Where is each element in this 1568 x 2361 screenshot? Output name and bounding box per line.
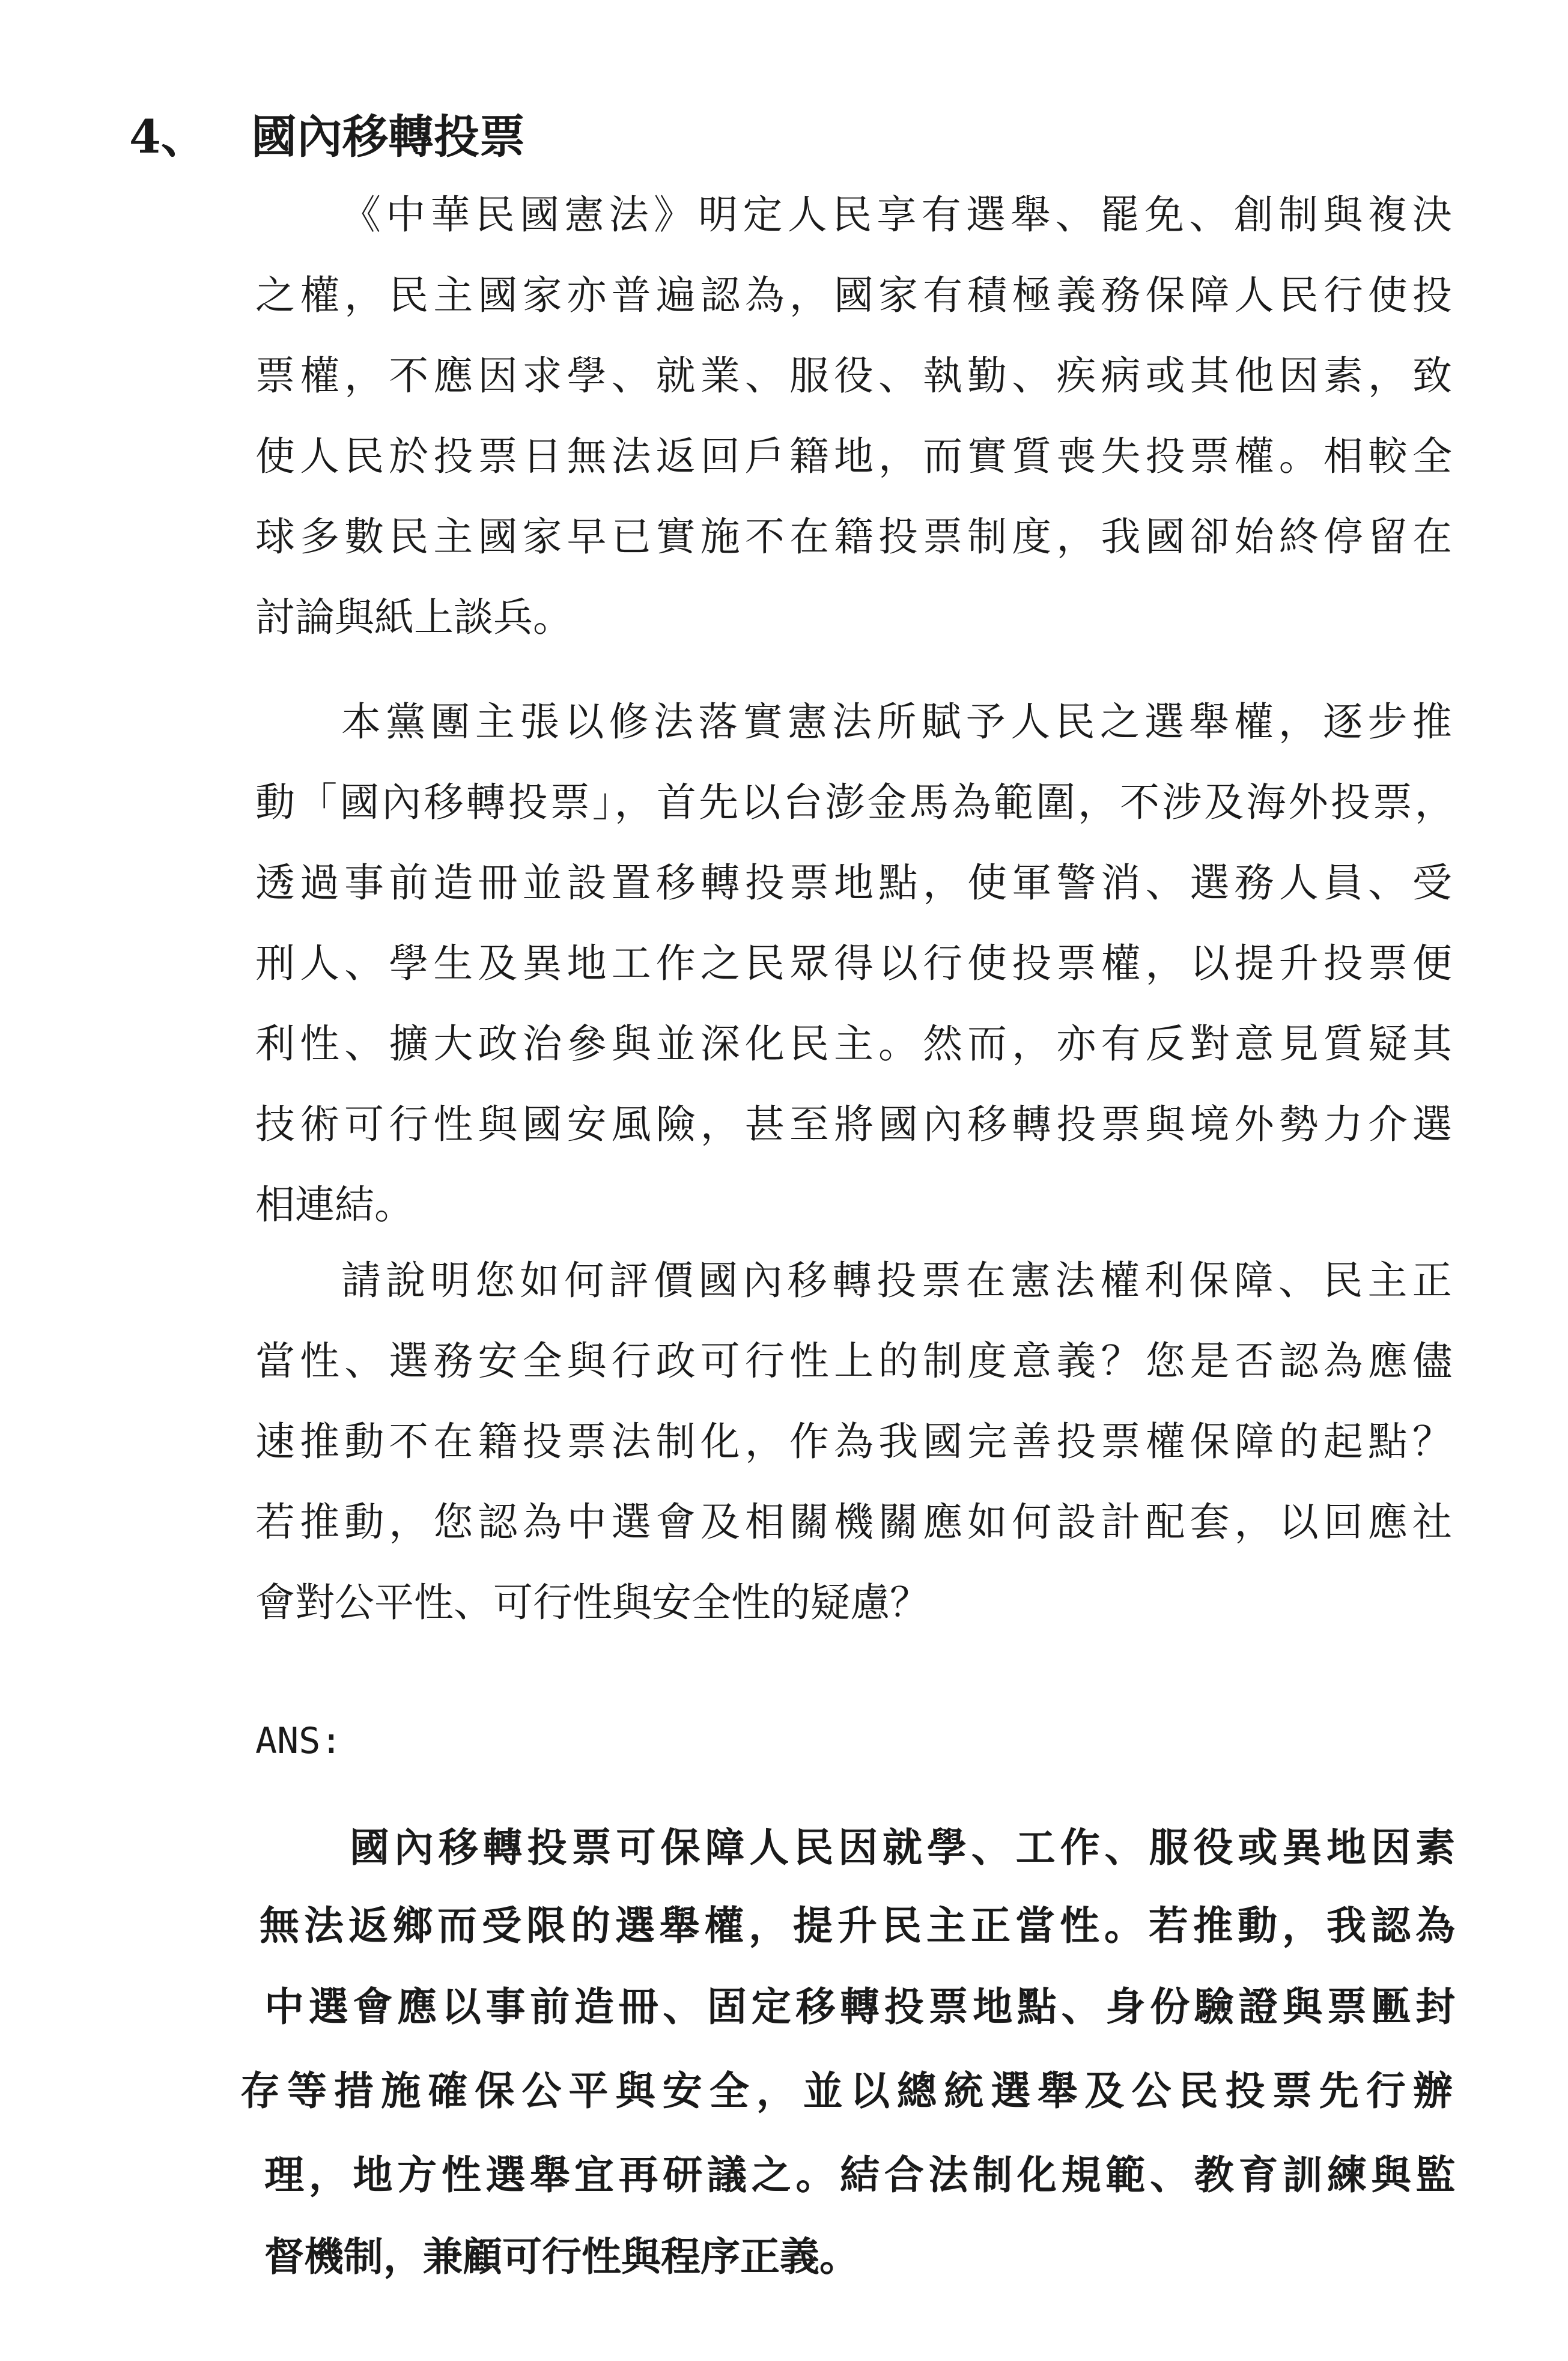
question-line: 透過事前造冊並設置移轉投票地點，使軍警消、選務人員、受 bbox=[255, 860, 1457, 906]
question-line: 刑人、學生及異地工作之民眾得以行使投票權，以提升投票便 bbox=[255, 940, 1457, 986]
answer-line: 理，地方性選舉宜再研議之。結合法制化規範、教育訓練與監 bbox=[264, 2151, 1460, 2198]
question-line: 討論與紙上談兵。 bbox=[255, 594, 573, 640]
question-title: 國內移轉投票 bbox=[251, 110, 525, 163]
question-line: 《中華民國憲法》明定人民享有選舉、罷免、創制與複決 bbox=[341, 192, 1457, 238]
question-number: 4、 bbox=[129, 110, 207, 163]
question-line: 當性、選務安全與行政可行性上的制度意義？您是否認為應儘 bbox=[255, 1338, 1457, 1384]
question-line: 動「國內移轉投票」，首先以台澎金馬為範圍，不涉及海外投票， bbox=[255, 779, 1457, 825]
question-line: 球多數民主國家早已實施不在籍投票制度，我國卻始終停留在 bbox=[255, 514, 1457, 560]
question-line: 若推動，您認為中選會及相關機關應如何設計配套，以回應社 bbox=[255, 1499, 1457, 1545]
question-line: 速推動不在籍投票法制化，作為我國完善投票權保障的起點？ bbox=[255, 1418, 1457, 1465]
answer-line: 無法返鄉而受限的選舉權，提升民主正當性。若推動，我認為 bbox=[260, 1902, 1460, 1949]
question-line: 使人民於投票日無法返回戶籍地，而實質喪失投票權。相較全 bbox=[255, 433, 1457, 479]
question-line: 相連結。 bbox=[255, 1182, 414, 1228]
question-line: 請說明您如何評價國內移轉投票在憲法權利保障、民主正 bbox=[341, 1257, 1457, 1304]
question-line: 利性、擴大政治參與並深化民主。然而，亦有反對意見質疑其 bbox=[255, 1021, 1457, 1067]
question-line: 之權，民主國家亦普遍認為，國家有積極義務保障人民行使投 bbox=[255, 272, 1457, 318]
question-heading bbox=[0, 107, 1568, 167]
question-line: 技術可行性與國安風險，甚至將國內移轉投票與境外勢力介選 bbox=[255, 1101, 1457, 1147]
answer-label: ANS: bbox=[255, 1720, 342, 1762]
question-line: 會對公平性、可行性與安全性的疑慮？ bbox=[255, 1579, 929, 1626]
question-line: 本黨團主張以修法落實憲法所賦予人民之選舉權，逐步推 bbox=[341, 699, 1457, 745]
answer-line: 國內移轉投票可保障人民因就學、工作、服役或異地因素 bbox=[350, 1824, 1460, 1871]
question-line: 票權，不應因求學、就業、服役、執勤、疾病或其他因素，致 bbox=[255, 353, 1457, 399]
answer-line: 存等措施確保公平與安全，並以總統選舉及公民投票先行辦 bbox=[240, 2067, 1460, 2114]
answer-line: 督機制，兼顧可行性與程序正義。 bbox=[264, 2233, 859, 2280]
answer-line: 中選會應以事前造冊、固定移轉投票地點、身份驗證與票匭封 bbox=[264, 1983, 1460, 2030]
